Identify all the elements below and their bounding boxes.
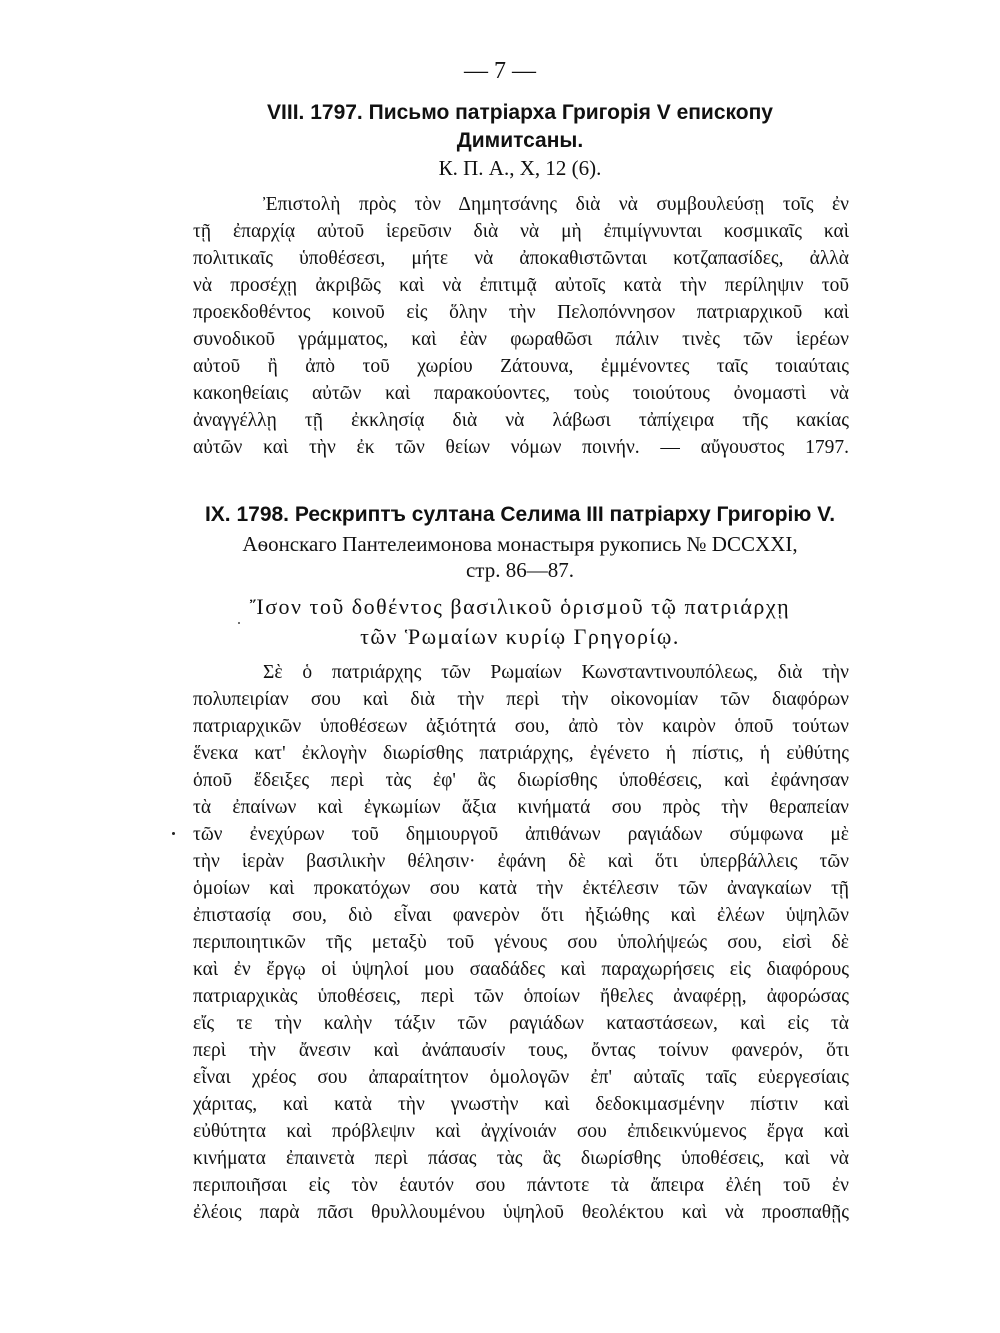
section-ix-heading: IX. 1798. Рескриптъ султана Селима III патріарху Григорію V. bbox=[204, 503, 836, 526]
section-viii-line: Ἐπιστολὴ πρὸς τὸν Δημητσάνης διὰ νὰ συμβουλεύσῃ τοῖς ἐν bbox=[263, 194, 849, 215]
section-ix-line: ὁποῦ ἔδειξες περὶ τὰς ἐφ' ἃς διωρίσθης ὑποθέσεις, καὶ ἐφάνησαν bbox=[193, 770, 849, 791]
section-ix-line: περιποιῆσαι εἰς τὸν ἑαυτόν σου πάντοτε τὰ ἄπειρα ἐλέη τοῦ ἐν bbox=[193, 1175, 849, 1196]
section-ix-title-line1: Ἴσον τοῦ δοθέντος βασιλικοῦ ὁρισμοῦ τῷ πατριάρχῃ bbox=[249, 594, 791, 619]
section-viii-line: τῇ ἐπαρχίᾳ αὐτοῦ ἱερεῦσιν διὰ νὰ μὴ ἐπιμίγνυνται κοσμικαῖς καὶ bbox=[193, 221, 849, 242]
section-ix-line: καὶ ἐν ἔργῳ οἱ ὑψηλοί μου σααδάδες καὶ παραχωρήσεις εἰς διαφόρους bbox=[193, 959, 849, 980]
section-ix-line: τὰ ἐπαίνων καὶ ἐγκωμίων ἄξια κινήματά σου πρὸς τὴν θεραπείαν bbox=[193, 797, 849, 818]
section-ix-line: πολυπειρίαν σου καὶ διὰ τὴν περὶ τὴν οἰκονομίαν τῶν διαφόρων bbox=[193, 689, 849, 710]
section-ix-line: περὶ τὴν ἄνεσιν καὶ ἀνάπαυσίν τους, ὄντας τοίνυν φανερόν, ὅτι bbox=[193, 1040, 849, 1061]
page-number: — 7 — bbox=[464, 58, 536, 84]
section-ix-line: χάριτας, καὶ κατὰ τὴν γνωστὴν καὶ δεδοκιμασμένην πίστιν καὶ bbox=[193, 1094, 849, 1115]
section-viii-source: К. П. А., Х, 12 (6). bbox=[438, 156, 602, 180]
section-viii-line: κακοηθείαις αὐτῶν καὶ παρακούοντες, τοὺς τοιούτους ὀνομαστὶ νὰ bbox=[193, 383, 849, 404]
section-viii-line: αὐτοῦ ἢ ἀπὸ τοῦ χωρίου Ζάτουνα, ἐμμένοντες ταῖς τοιαύταις bbox=[193, 356, 849, 377]
section-viii-heading-line1: VIII. 1797. Письмо патріарха Григорія V епископу bbox=[267, 101, 773, 124]
section-ix-line: πατριαρχικὰς ὑποθέσεις, περὶ τῶν ὁποίων ἤθελες ἀναφέρῃ, ἀφορώσας bbox=[193, 986, 849, 1007]
section-viii-heading-line2: Димитсаны. bbox=[456, 129, 584, 152]
section-viii-line: πολιτικαῖς ὑποθέσεσι, μήτε νὰ ἀποκαθιστῶνται κοτζαπασίδες, ἀλλὰ bbox=[193, 248, 849, 269]
section-ix-line: ἐλέοις παρὰ πᾶσι θρυλλουμένου ὑψηλοῦ θεολέκτου καὶ νὰ προσπαθῇς bbox=[193, 1202, 849, 1223]
section-ix-line: εὐθύτητα καὶ πρόβλεψιν καὶ ἀγχίνοιάν σου ἐπιδεικνύμενος ἔργα καὶ bbox=[193, 1121, 849, 1142]
section-ix-line: πατριαρχικῶν ὑποθέσεων ἀξιότητά σου, ἀπὸ τὸν καιρὸν ὁποῦ τούτων bbox=[193, 716, 849, 737]
section-ix-title-line2: τῶν Ῥωμαίων κυρίῳ Γρηγορίῳ. bbox=[360, 624, 680, 649]
section-ix-line: τῶν ἐνεχύρων τοῦ δημιουργοῦ ἀπιθάνων ραγιάδων σύμφωνα μὲ bbox=[193, 824, 849, 845]
section-viii-line: συνοδικοῦ γράμματος, καὶ ἐὰν φωραθῶσι πάλιν τινὲς τῶν ἱερέων bbox=[193, 329, 849, 350]
section-ix-line: ἐπιστασίᾳ σου, διὸ εἶναι φανερὸν ὅτι ἠξιώθης καὶ ἐλέων ὑψηλῶν bbox=[193, 905, 849, 926]
section-viii-line: προεκδοθέντος κοινοῦ εἰς ὅλην τὴν Πελοπόννησον πατριαρχικοῦ καὶ bbox=[193, 302, 849, 323]
section-viii-line: νὰ προσέχῃ ἀκριβῶς καὶ νὰ ἐπιτιμᾷ αὐτοῖς κατὰ τὴν περίληψιν τοῦ bbox=[193, 275, 849, 296]
section-ix-line: ἕνεκα κατ' ἐκλογὴν διωρίσθης πατριάρχης, ἐγένετο ἡ πίστις, ἡ εὐθύτης bbox=[193, 743, 849, 764]
section-ix-source-line1: Аѳонскаго Пантелеимонова монастыря рукопись № DCCXXI, bbox=[242, 532, 798, 556]
section-ix-line: τὴν ἱερὰν βασιλικὴν θέλησιν· ἐφάνη δὲ καὶ ὅτι ὑπερβάλλεις τῶν bbox=[193, 851, 849, 872]
section-ix-line: Σὲ ὁ πατριάρχης τῶν Ρωμαίων Κωνσταντινουπόλεως, διὰ τὴν bbox=[263, 662, 849, 683]
section-viii-line: ἀναγγέλλῃ τῇ ἐκκλησίᾳ διὰ νὰ λάβωσι τἀπίχειρα τῆς κακίας bbox=[193, 410, 849, 431]
section-ix-line: ὁμοίων καὶ προκατόχων σου κατὰ τὴν ἐκτέλεσιν τῶν ἀναγκαίων τῇ bbox=[193, 878, 849, 899]
section-ix-line: περιποιητικῶν τῆς μεταξὺ τοῦ γένους σου ὑπολήψεώς σου, εἰσὶ δὲ bbox=[193, 932, 849, 953]
margin-speck bbox=[238, 622, 240, 624]
margin-speck bbox=[172, 832, 175, 835]
section-ix-source-line2: стр. 86—87. bbox=[465, 558, 574, 582]
section-ix-line: εἴς τε τὴν καλὴν τάξιν τῶν ραγιάδων καταστάσεων, καὶ εἰς τὰ bbox=[193, 1013, 849, 1034]
section-ix-line: εἶναι χρέος σου ἀπαραίτητον ὁμολογῶν ἐπ' αὐταῖς ταῖς εὐεργεσίαις bbox=[193, 1067, 849, 1088]
section-viii-line: αὐτῶν καὶ τὴν ἐκ τῶν θείων νόμων ποινήν. — αὔγουστος 1797. bbox=[193, 437, 849, 458]
section-ix-line: κινήματα ἐπαινετὰ περὶ πάσας τὰς ἃς διωρίσθης ὑποθέσεις, καὶ νὰ bbox=[193, 1148, 849, 1169]
